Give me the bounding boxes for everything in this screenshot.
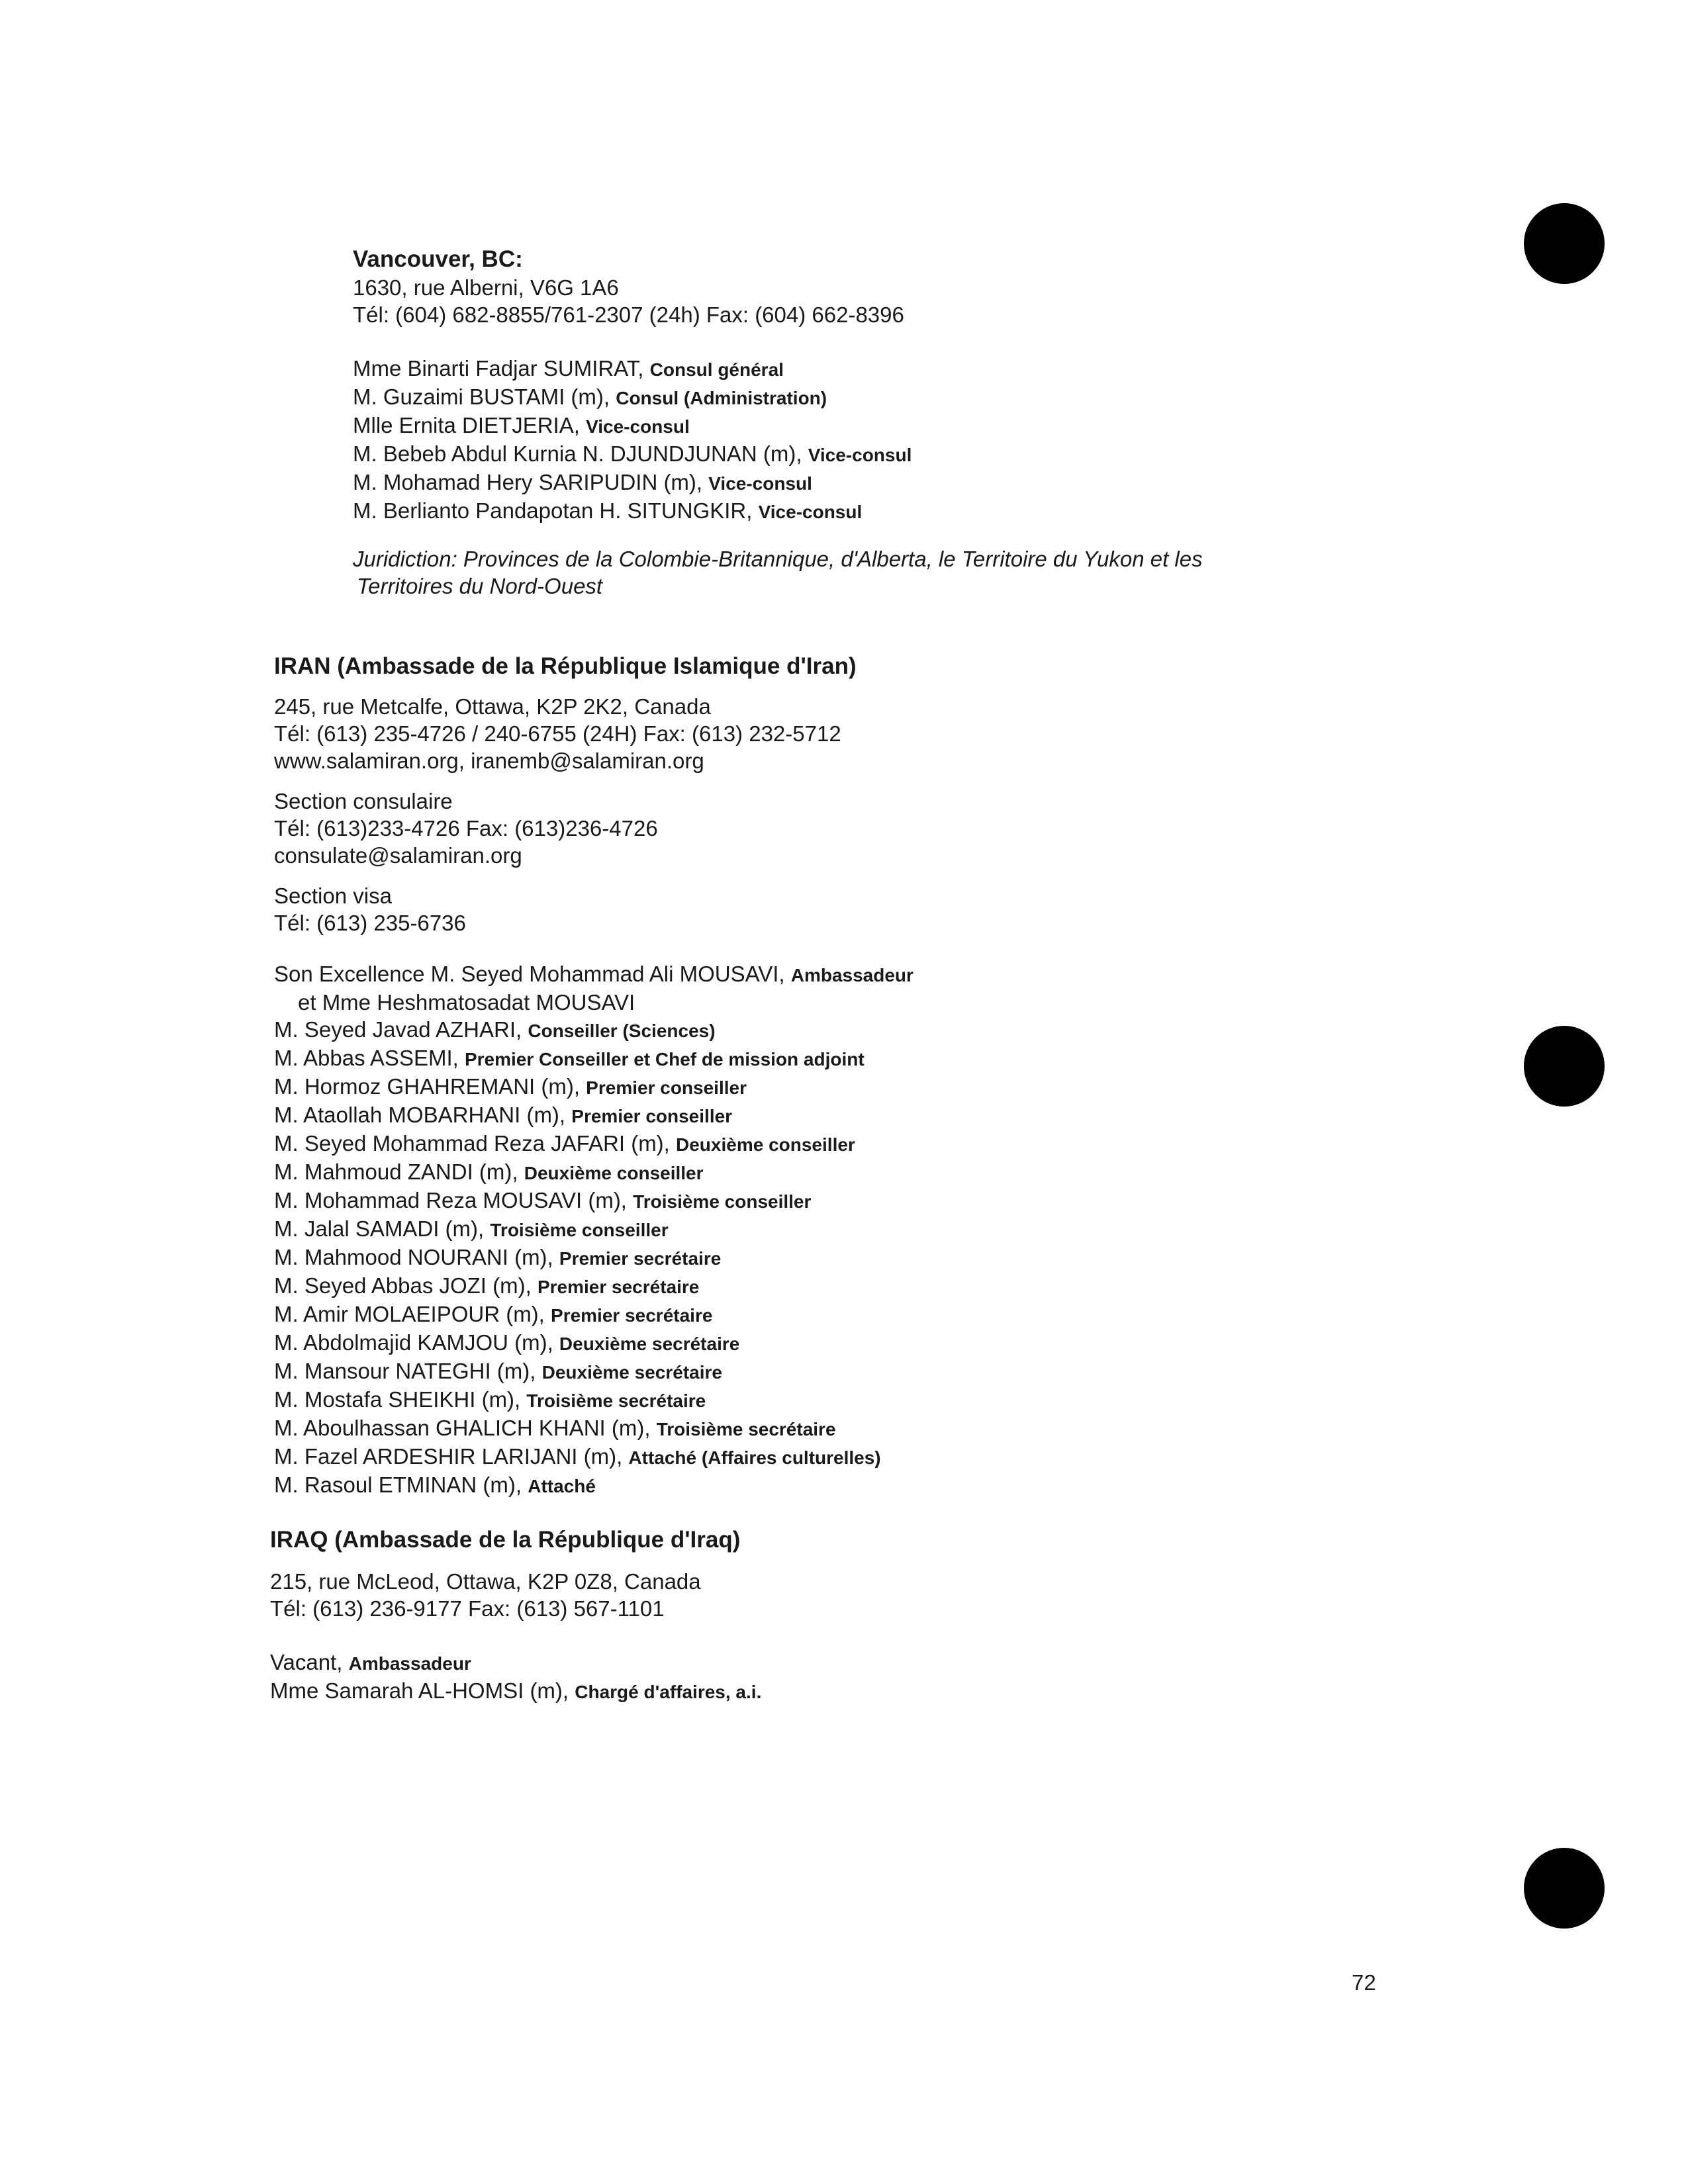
vancouver-title: Vancouver, BC: [353,246,523,272]
iran-visa-title: Section visa [274,884,392,908]
staff-entry: M. Hormoz GHAHREMANI (m), Premier conseiller [274,1074,747,1099]
vancouver-jurisdiction-cont: Territoires du Nord-Ouest [357,574,603,598]
iran-consular-phone: Tél: (613)233-4726 Fax: (613)236-4726 [274,816,658,841]
staff-entry: M. Amir MOLAEIPOUR (m), Premier secrétaire [274,1302,713,1326]
staff-entry: M. Guzaimi BUSTAMI (m), Consul (Administration) [353,385,827,409]
iran-spouse: et Mme Heshmatosadat MOUSAVI [298,990,635,1015]
staff-entry: M. Mahmoud ZANDI (m), Deuxième conseiller [274,1160,704,1184]
staff-entry: M. Mahmood NOURANI (m), Premier secrétaire [274,1245,722,1269]
staff-entry: Mlle Ernita DIETJERIA, Vice-consul [353,413,690,437]
staff-entry: M. Bebeb Abdul Kurnia N. DJUNDJUNAN (m), Vice-consul [353,441,912,466]
staff-entry: M. Rasoul ETMINAN (m), Attaché [274,1473,596,1497]
staff-entry: Mme Samarah AL-HOMSI (m), Chargé d'affaires, a.i. [270,1678,762,1703]
iran-ambassador: Son Excellence M. Seyed Mohammad Ali MOUSAVI, Ambassadeur [274,962,914,986]
staff-entry: M. Abbas ASSEMI, Premier Conseiller et Chef de mission adjoint [274,1046,865,1070]
staff-entry: M. Mohammad Reza MOUSAVI (m), Troisième conseiller [274,1188,812,1212]
staff-entry: M. Mohamad Hery SARIPUDIN (m), Vice-consul [353,470,812,494]
staff-entry: M. Mansour NATEGHI (m), Deuxième secrétaire [274,1359,722,1383]
staff-entry: Mme Binarti Fadjar SUMIRAT, Consul général [353,356,784,381]
iraq-phone: Tél: (613) 236-9177 Fax: (613) 567-1101 [270,1596,665,1621]
iran-visa-phone: Tél: (613) 235-6736 [274,911,466,935]
vancouver-address: 1630, rue Alberni, V6G 1A6 [353,275,619,300]
staff-entry: M. Berlianto Pandapotan H. SITUNGKIR, Vice-consul [353,498,863,523]
vancouver-phone: Tél: (604) 682-8855/761-2307 (24h) Fax: (604) 662-8396 [353,302,904,327]
iran-web: www.salamiran.org, iranemb@salamiran.org [274,749,704,773]
staff-entry: M. Mostafa SHEIKHI (m), Troisième secrétaire [274,1387,706,1412]
vancouver-section [353,245,1203,600]
iran-consular-email: consulate@salamiran.org [274,843,522,868]
iran-consular-title: Section consulaire [274,789,453,813]
staff-entry: M. Jalal SAMADI (m), Troisième conseiller [274,1216,669,1241]
staff-entry: M. Seyed Javad AZHARI, Conseiller (Sciences) [274,1017,716,1042]
vancouver-jurisdiction: Juridiction: Provinces de la Colombie-Britannique, d'Alberta, le Territoire du Yukon et les [353,547,1203,571]
page-number: 72 [1352,1970,1376,1995]
staff-entry: Vacant, Ambassadeur [270,1650,471,1674]
staff-entry: M. Ataollah MOBARHANI (m), Premier conseiller [274,1103,733,1127]
iraq-title: IRAQ (Ambassade de la République d'Iraq) [270,1527,741,1553]
staff-entry: M. Seyed Abbas JOZI (m), Premier secrétaire [274,1273,700,1298]
staff-entry: M. Abdolmajid KAMJOU (m), Deuxième secrétaire [274,1330,740,1355]
iraq-section [270,1525,761,1706]
staff-entry: M. Seyed Mohammad Reza JAFARI (m), Deuxième conseiller [274,1131,855,1156]
staff-entry: M. Fazel ARDESHIR LARIJANI (m), Attaché (Affaires culturelles) [274,1444,881,1469]
iran-address: 245, rue Metcalfe, Ottawa, K2P 2K2, Canada [274,694,711,719]
punch-hole [1524,203,1605,284]
iran-section [274,652,914,1500]
vancouver-staff-list [353,355,1203,525]
iran-staff-list [274,1016,914,1500]
iraq-address: 215, rue McLeod, Ottawa, K2P 0Z8, Canada [270,1569,701,1594]
staff-entry: M. Aboulhassan GHALICH KHANI (m), Troisième secrétaire [274,1416,836,1440]
iran-phone: Tél: (613) 235-4726 / 240-6755 (24H) Fax: (613) 232-5712 [274,721,841,746]
punch-hole [1524,1026,1605,1107]
punch-hole [1524,1848,1605,1929]
iran-title: IRAN (Ambassade de la République Islamique d'Iran) [274,653,857,679]
